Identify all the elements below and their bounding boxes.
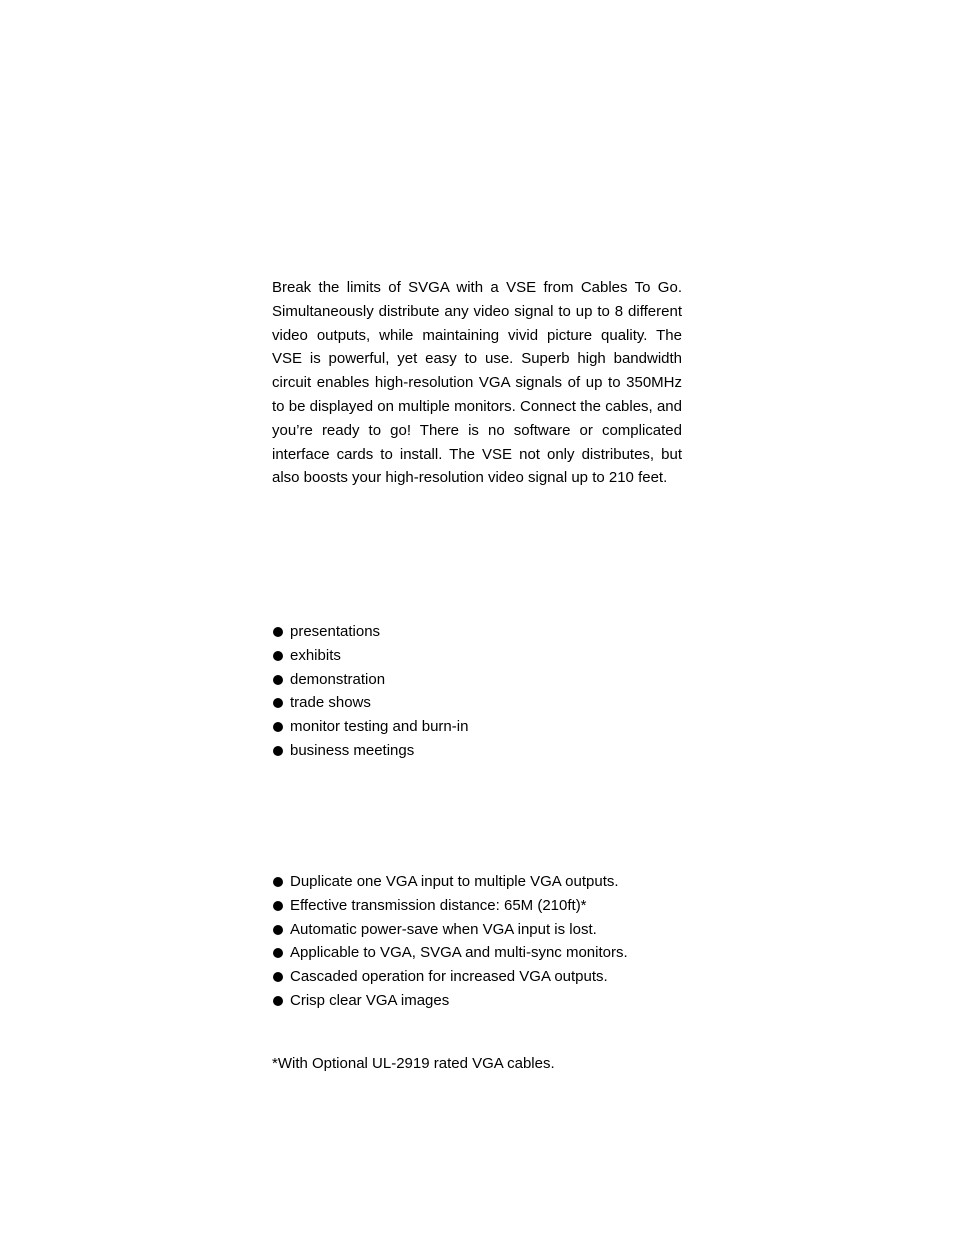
list-item-text: Effective transmission distance: 65M (210ft)*: [290, 896, 587, 914]
list-item: [272, 870, 692, 894]
list-item: [272, 941, 692, 965]
intro-paragraph: Break the limits of SVGA with a VSE from Cables To Go. Simultaneously distribute any video signal to up to 8 different video outputs, while maintaining vivid picture quality. The VSE is powerful, yet easy to use. Superb high bandwidth circuit enables high-resolution VGA signals of up to 350MHz to be displayed on multiple monitors. Connect the cables, and you’re ready to go! There is no software or complicated interface cards to install. The VSE not only distributes, but also boosts your high-resolution video signal up to 210 feet.: [272, 279, 682, 487]
list-item-text: monitor testing and burn-in: [290, 718, 469, 736]
list-item-text: Duplicate one VGA input to multiple VGA outputs.: [290, 873, 619, 890]
bullet-icon: [273, 972, 283, 982]
list-item-text: demonstration: [290, 670, 386, 688]
bullet-icon: [273, 746, 283, 756]
bullet-icon: [273, 722, 283, 732]
list-item-text: Automatic power-save when VGA input is lost.: [290, 920, 597, 938]
bullet-icon: [273, 996, 283, 1006]
list-item-text: Crisp clear VGA images: [290, 991, 450, 1009]
bullet-icon: [273, 651, 283, 661]
list-item: [272, 644, 692, 668]
bullet-icon: [273, 675, 283, 685]
list-item-text: presentations: [290, 623, 381, 640]
bullet-icon: [273, 925, 283, 935]
applications-list: [272, 620, 692, 763]
bullet-icon: [273, 901, 283, 911]
bullet-icon: [273, 948, 283, 958]
list-item: [272, 989, 692, 1013]
bullet-icon: [273, 698, 283, 708]
footnote: *With Optional UL-2919 rated VGA cables.: [272, 1055, 555, 1072]
list-item: [272, 918, 692, 942]
list-item: [272, 894, 692, 918]
list-item: [272, 965, 692, 989]
list-item: [272, 668, 692, 692]
list-item-text: exhibits: [290, 646, 341, 664]
list-item-text: Applicable to VGA, SVGA and multi-sync monitors.: [290, 944, 628, 962]
list-item: [272, 715, 692, 739]
bullet-icon: [273, 877, 283, 887]
list-item-text: Cascaded operation for increased VGA outputs.: [290, 968, 608, 986]
list-item: [272, 620, 692, 644]
list-item: [272, 739, 692, 763]
bullet-icon: [273, 627, 283, 637]
list-item-text: business meetings: [290, 741, 415, 759]
features-list: [272, 870, 692, 1013]
list-item-text: trade shows: [290, 694, 371, 712]
list-item: [272, 691, 692, 715]
